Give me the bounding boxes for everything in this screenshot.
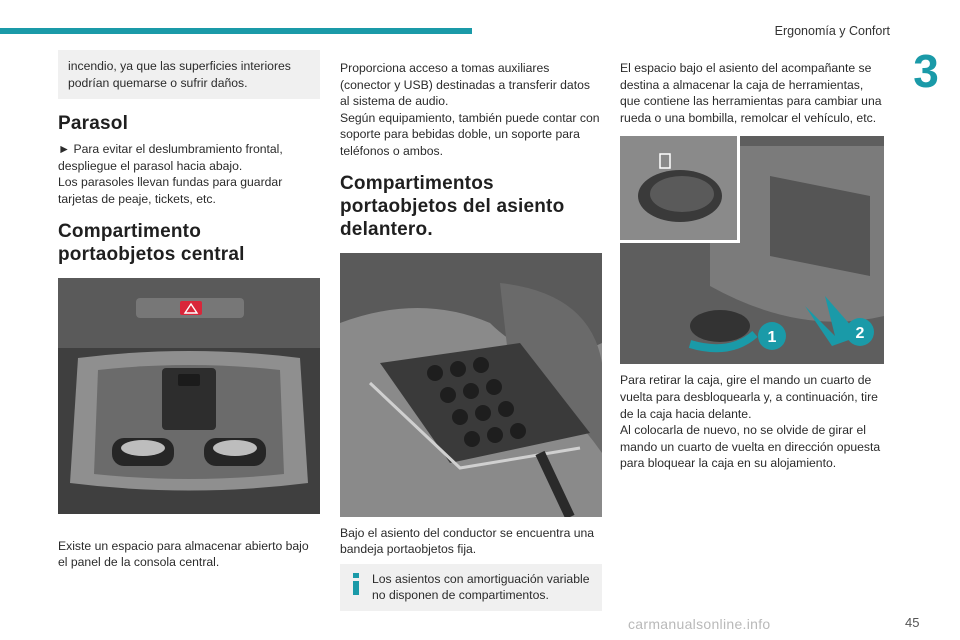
parasol-text-1: ► Para evitar el deslumbramiento frontal, despliegue el parasol hacia abajo. (58, 142, 283, 173)
remove-box-text: Para retirar la caja, gire el mando un cuarto de vuelta para desbloquearla y, a continuación, tire de la caja hacia delante. (620, 373, 878, 421)
header-accent-bar (0, 28, 472, 34)
aux-sockets-text: Proporciona acceso a tomas auxiliares (conector y USB) destinadas a transferir datos al sistema de audio. (340, 61, 590, 109)
seat-tray-illustration (340, 253, 602, 517)
info-icon (350, 573, 362, 595)
section-title: Ergonomía y Confort (774, 24, 890, 38)
column-right (620, 50, 884, 472)
callout-1-label: 1 (767, 329, 777, 347)
callout-2-label: 2 (855, 325, 865, 343)
info-note-box (340, 564, 602, 611)
toolbox-intro-text: El espacio bajo el asiento del acompañante se destina a almacenar la caja de herramientas, que contiene las herramientas para cambiar una rueda o una bombilla, remolcar el vehículo, etc. (620, 61, 882, 125)
parasol-heading: Parasol (58, 113, 129, 135)
parasol-text-2: Los parasoles llevan fundas para guardar tarjetas de peaje, tickets, etc. (58, 175, 283, 206)
chapter-number: 3 (913, 45, 939, 97)
column-left (58, 50, 320, 571)
info-note-text: Los asientos con amortiguación variable no disponen de compartimentos. (372, 571, 590, 603)
central-storage-text: Existe un espacio para almacenar abierto bajo el panel de la consola central. (58, 538, 309, 570)
seat-tray-text: Bajo el asiento del conductor se encuentra una bandeja portaobjetos fija. (340, 525, 595, 557)
central-storage-heading: Compartimento portaobjetos central (58, 220, 245, 265)
toolbox-illustration (620, 136, 884, 364)
holders-text: Según equipamiento, también puede contar con soporte para bebidas doble, un soporte para teléfonos o ambos. (340, 110, 600, 158)
central-console-illustration (58, 278, 320, 514)
page-number: 45 (905, 615, 920, 630)
watermark: carmanualsonline.info (628, 616, 771, 632)
warning-note-text: incendio, ya que las superficies interiores podrían quemarse o sufrir daños. (68, 59, 291, 90)
usb-port-icon (178, 374, 200, 386)
refit-box-text: Al colocarla de nuevo, no se olvide de girar el mando un cuarto de vuelta en dirección opuesta para bloquear la caja en su alojamiento. (620, 423, 881, 471)
front-seat-storage-heading: Compartimentos portaobjetos del asiento delantero. (340, 172, 565, 240)
column-middle (340, 50, 602, 611)
warning-note-box (58, 50, 320, 99)
